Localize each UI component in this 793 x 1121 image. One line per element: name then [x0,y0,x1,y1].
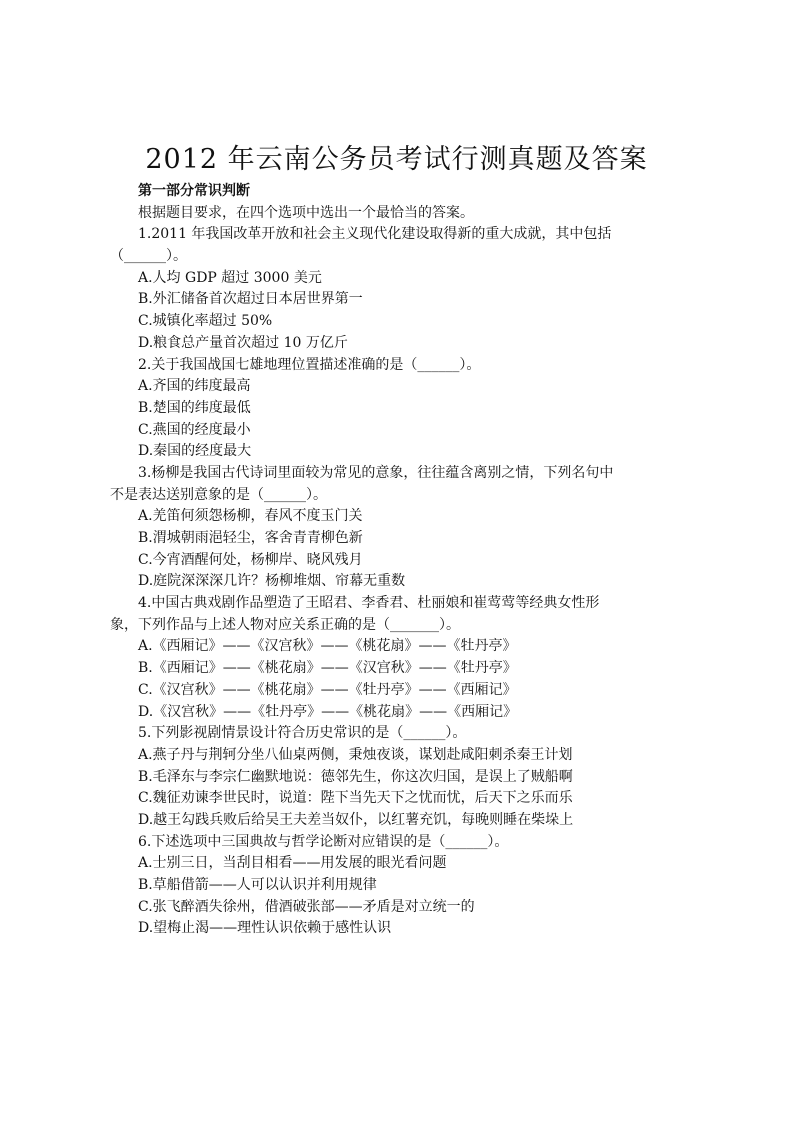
question-text: 4.中国古典戏剧作品塑造了王昭君、李香君、杜丽娘和崔莺莺等经典女性形 [138,595,600,612]
question-text-continued: 不是表达送别意象的是（______）。 [110,486,327,503]
option-c: C.燕国的经度最小 [138,421,251,438]
option-d: D.望梅止渴——理性认识依赖于感性认识 [138,920,392,937]
section-heading: 第一部分常识判断 [138,183,250,199]
question-text: 5.下列影视剧情景设计符合历史常识的是（______）。 [138,725,467,742]
question-5 [110,723,700,831]
option-b: B.渭城朝雨浥轻尘，客舍青青柳色新 [138,530,363,546]
option-d: D.粮食总产量首次超过 10 万亿斤 [138,334,348,351]
option-b: B.草船借箭——人可以认识并利用规律 [138,877,377,893]
question-text: 3.杨柳是我国古代诗词里面较为常见的意象，往往蕴含离别之情，下列名句中 [138,464,614,481]
document-title: 2012 年云南公务员考试行测真题及答案 [145,144,648,175]
option-a: A.燕子丹与荆轲分坐八仙桌两侧，秉烛夜谈，谋划赴咸阳刺杀秦王计划 [138,746,573,763]
instructions-text: 根据题目要求，在四个选项中选出一个最恰当的答案。 [138,204,474,221]
option-d: D.《汉宫秋》——《牡丹亭》——《桃花扇》——《西厢记》 [138,703,518,720]
question-text-continued: 象，下列作品与上述人物对应关系正确的是（_______）。 [110,616,460,633]
option-c: C.《汉宫秋》——《桃花扇》——《牡丹亭》——《西厢记》 [138,681,517,698]
option-a: A.人均 GDP 超过 3000 美元 [138,269,322,286]
option-b: B.外汇储备首次超过日本居世界第一 [138,291,363,308]
option-c: C.城镇化率超过 50% [138,313,273,330]
option-b: B.楚国的纬度最低 [138,399,251,416]
option-d: D.秦国的经度最大 [138,443,252,460]
question-text: 2.关于我国战国七雄地理位置描述准确的是（______）。 [138,356,481,373]
question-text-continued: （______）。 [110,248,187,265]
option-c: C.张飞醉酒失徐州，借酒破张部——矛盾是对立统一的 [138,898,475,915]
option-a: A.《西厢记》——《汉宫秋》——《桃花扇》——《牡丹亭》 [138,638,517,655]
option-d: D.越王勾践兵败后给吴王夫差当奴仆，以红薯充饥，每晚则睡在柴垛上 [138,811,574,828]
question-6 [110,832,700,940]
option-c: C.魏征劝谏李世民时，说道：陛下当先天下之忧而忧，后天下之乐而乐 [138,790,573,807]
option-a: A.士别三日，当刮目相看——用发展的眼光看问题 [138,855,447,872]
option-a: A.齐国的纬度最高 [138,378,251,395]
question-2 [110,355,700,463]
question-1 [110,224,700,354]
option-d: D.庭院深深深几许？杨柳堆烟、帘幕无重数 [138,573,406,590]
document-body [110,181,700,940]
option-a: A.羌笛何须怨杨柳，春风不度玉门关 [138,508,363,525]
question-4 [110,593,700,723]
question-text: 1.2011 年我国改革开放和社会主义现代化建设取得新的重大成就，其中包括 [138,226,612,243]
option-c: C.今宵酒醒何处，杨柳岸、晓风残月 [138,551,363,568]
option-b: B.毛泽东与李宗仁幽默地说：德邻先生，你这次归国，是误上了贼船啊 [138,768,573,785]
question-3 [110,463,700,593]
option-b: B.《西厢记》——《桃花扇》——《汉宫秋》——《牡丹亭》 [138,660,517,677]
question-text: 6.下述选项中三国典故与哲学论断对应错误的是（______）。 [138,833,509,850]
